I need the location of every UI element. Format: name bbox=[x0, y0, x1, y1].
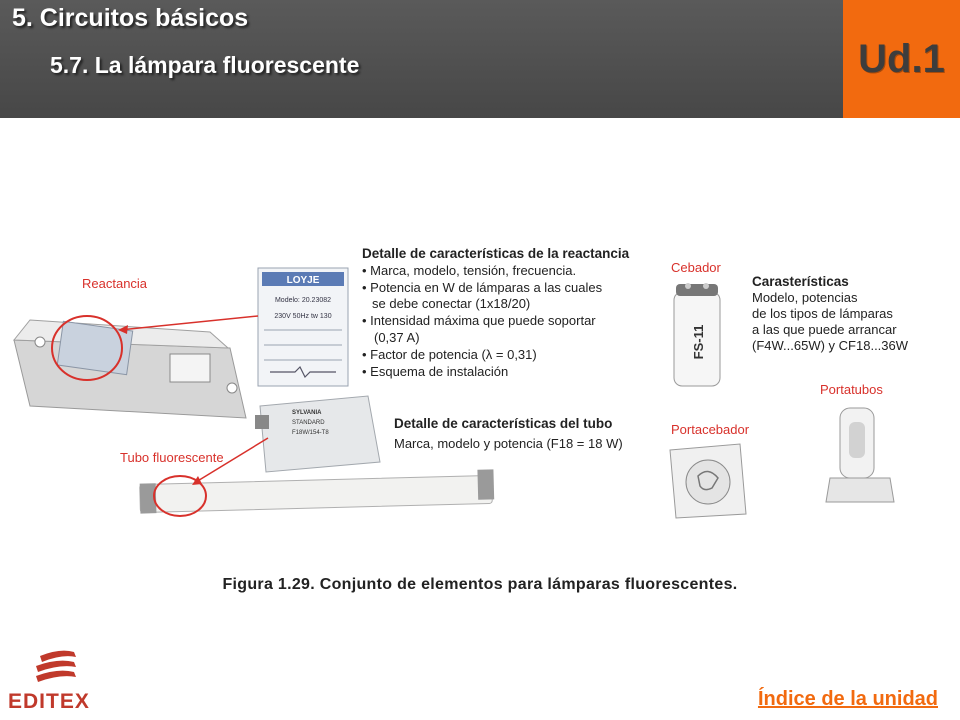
unit-badge bbox=[843, 0, 960, 118]
reactancia-detail-item: (0,37 A) bbox=[374, 330, 420, 345]
logo-text: EDITEX bbox=[8, 690, 90, 713]
cebador-detail-line: a las que puede arrancar bbox=[752, 322, 897, 337]
fluorescent-tube-image bbox=[140, 469, 495, 516]
tube-arrowhead bbox=[192, 476, 202, 485]
label-reactancia: Reactancia bbox=[82, 276, 148, 291]
editex-logo-mark bbox=[8, 648, 108, 714]
reactancia-detail-item: • Esquema de instalación bbox=[362, 364, 509, 379]
label-portacebador: Portacebador bbox=[671, 422, 750, 437]
ballast-brand: LOYJE bbox=[286, 275, 320, 286]
reactancia-detail-item: • Marca, modelo, tensión, frecuencia. bbox=[362, 263, 577, 278]
tube-label-plate bbox=[255, 396, 380, 472]
unit-label: Ud.1 bbox=[858, 37, 945, 81]
reactancia-detail-item: se debe conectar (1x18/20) bbox=[372, 296, 531, 311]
ballast-rating: 230V 50Hz tw 130 bbox=[274, 313, 332, 320]
tubo-detail-title: Detalle de características del tubo bbox=[394, 416, 613, 431]
label-portatubos: Portatubos bbox=[820, 382, 883, 397]
label-tubo: Tubo fluorescente bbox=[120, 450, 224, 465]
page-title: 5. Circuitos básicos bbox=[12, 4, 249, 32]
starter-image bbox=[674, 283, 720, 386]
figure-illustration bbox=[0, 230, 960, 530]
label-cebador: Cebador bbox=[671, 260, 721, 275]
reactancia-detail-title: Detalle de características de la reactancia bbox=[362, 246, 630, 261]
reactancia-detail-item: • Potencia en W de lámparas a las cuales bbox=[362, 280, 603, 295]
cebador-detail-title: Carasterísticas bbox=[752, 274, 849, 289]
page-subtitle: 5.7. La lámpara fluorescente bbox=[50, 52, 360, 78]
tube-plate-type: F18W/154-T8 bbox=[292, 430, 329, 436]
ballast-arrow bbox=[120, 316, 258, 330]
cebador-detail-line: de los tipos de lámparas bbox=[752, 306, 893, 321]
starter-model: FS-11 bbox=[691, 324, 706, 360]
tube-plate-brand: SYLVANIA bbox=[292, 410, 322, 416]
reactancia-detail-item: • Factor de potencia (λ = 0,31) bbox=[362, 347, 537, 362]
ballast-model: Modelo: 20.23082 bbox=[274, 297, 332, 304]
ballast-image bbox=[14, 316, 246, 418]
cebador-detail-line: Modelo, potencias bbox=[752, 290, 858, 305]
tube-holder-image bbox=[826, 408, 894, 502]
tubo-detail-line: Marca, modelo y potencia (F18 = 18 W) bbox=[394, 436, 623, 451]
editex-logo bbox=[8, 648, 108, 714]
cebador-detail-line: (F4W...65W) y CF18...36W bbox=[752, 338, 909, 353]
figure-caption: Figura 1.29. Conjunto de elementos para lámparas fluorescentes. bbox=[222, 576, 738, 593]
reactancia-detail-item: • Intensidad máxima que puede soportar bbox=[362, 313, 596, 328]
slide-header bbox=[0, 0, 843, 118]
starter-holder-image bbox=[670, 444, 746, 518]
tube-plate-model: STANDARD bbox=[292, 420, 325, 426]
unit-index-link[interactable]: Índice de la unidad bbox=[757, 688, 938, 710]
ballast-label-plate bbox=[258, 268, 348, 386]
